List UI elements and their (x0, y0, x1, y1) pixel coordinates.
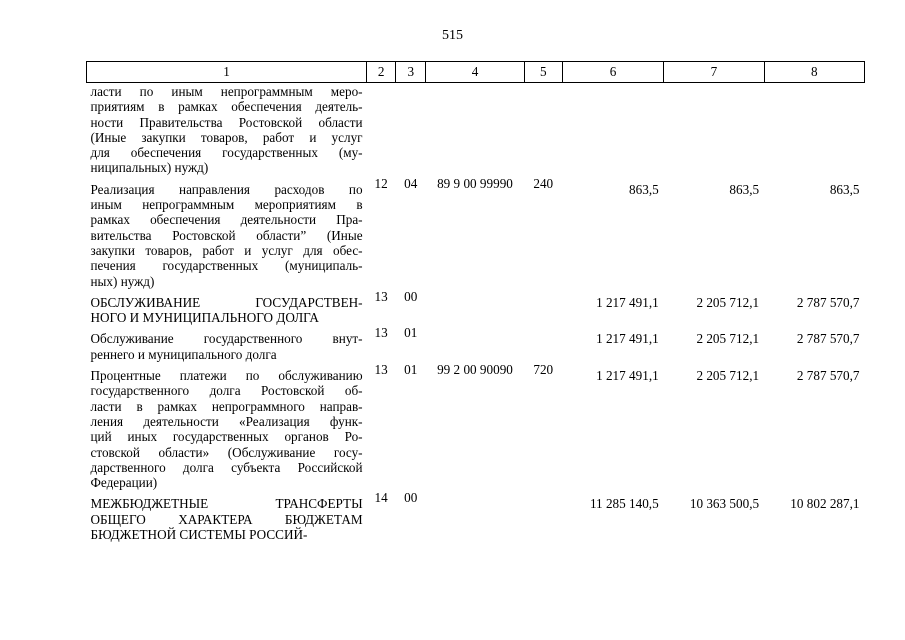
amount-col-8-cell: 863,5 (829, 181, 860, 197)
description-line: ОБЩЕГО ХАРАКТЕРА БЮДЖЕТАМ (90, 511, 363, 527)
header-col-5: 5 (524, 62, 562, 83)
description-line: ласти в рамках непрограммного направ- (90, 398, 363, 414)
description-line: стовской области» (Обслуживание госу- (90, 444, 363, 460)
description-line: Реализация направления расходов по (90, 181, 363, 197)
description-line: (Иные закупки товаров, работ и услуг (90, 129, 363, 145)
table-header (87, 62, 865, 83)
amount-col-8-cell: 2 787 570,7 (796, 294, 860, 310)
amount-col-8-cell: 2 787 570,7 (796, 331, 860, 347)
description-line: МЕЖБЮДЖЕТНЫЕ ТРАНСФЕРТЫ (90, 496, 363, 512)
description-cell (87, 362, 367, 490)
table-row (87, 176, 865, 289)
expense-type-cell: 240 (533, 175, 554, 191)
description-line: ОБСЛУЖИВАНИЕ ГОСУДАРСТВЕН- (90, 294, 363, 310)
expense-type-cell: 720 (533, 362, 554, 378)
description-line: ности Правительства Ростовской области (90, 114, 363, 130)
target-article-cell: 99 2 00 90090 (437, 362, 513, 378)
description-line: дарственного долга субъекта Российской (90, 459, 363, 475)
description-line: ления деятельности «Реализация функ- (90, 413, 363, 429)
amount-col-7-cell (664, 83, 764, 176)
section-code-cell (367, 83, 396, 176)
description-line: реннего и муниципального долга (90, 346, 277, 362)
section-code-cell: 13 (374, 362, 388, 378)
amount-col-6-cell: 11 285 140,5 (589, 496, 659, 512)
amount-col-6-cell: 863,5 (629, 181, 659, 197)
description-cell (87, 176, 367, 289)
subsection-code-cell: 01 (404, 325, 418, 341)
table-row (87, 490, 865, 542)
amount-col-8-cell: 2 787 570,7 (796, 368, 860, 384)
expense-type-cell (524, 289, 562, 326)
section-code-cell: 13 (374, 288, 388, 304)
expense-type-cell (524, 490, 562, 542)
table-row (87, 83, 865, 176)
expense-type-cell (524, 83, 562, 176)
description-cell (87, 83, 367, 176)
subsection-code-cell: 01 (404, 362, 418, 378)
section-code-cell: 14 (374, 490, 388, 506)
description-line: НОГО И МУНИЦИПАЛЬНОГО ДОЛГА (90, 310, 319, 326)
amount-col-6-cell: 1 217 491,1 (596, 331, 659, 347)
table-row (87, 325, 865, 362)
header-col-2: 2 (367, 62, 396, 83)
amount-col-7-cell: 2 205 712,1 (696, 294, 760, 310)
header-col-4: 4 (426, 62, 524, 83)
budget-table (86, 61, 865, 542)
amount-col-8-cell (764, 83, 864, 176)
subsection-code-cell (396, 83, 426, 176)
description-line: Федерации) (90, 475, 158, 491)
page-number: 515 (442, 28, 463, 43)
subsection-code-cell: 04 (404, 175, 418, 191)
expense-type-cell (524, 325, 562, 362)
target-article-cell (426, 289, 524, 326)
target-article-cell (426, 83, 524, 176)
amount-col-7-cell: 863,5 (729, 181, 760, 197)
subsection-code-cell: 00 (404, 288, 418, 304)
description-line: печения государственных (муниципаль- (90, 258, 363, 274)
description-line: ций иных государственных органов Ро- (90, 429, 363, 445)
table-row (87, 289, 865, 326)
subsection-code-cell: 00 (404, 490, 418, 506)
description-cell (87, 325, 367, 362)
amount-col-8-cell: 10 802 287,1 (790, 496, 860, 512)
section-code-cell: 12 (374, 175, 388, 191)
header-row (87, 62, 865, 83)
target-article-cell (426, 325, 524, 362)
description-line: приятиям в рамках обеспечения деятель- (90, 99, 363, 115)
description-line: Обслуживание государственного внут- (90, 331, 363, 347)
description-line: государственного долга Ростовской об- (90, 383, 363, 399)
description-line: Процентные платежи по обслуживанию (90, 368, 363, 384)
target-article-cell (426, 490, 524, 542)
header-col-3: 3 (396, 62, 426, 83)
description-line: ных) нужд) (90, 273, 155, 289)
amount-col-7-cell: 10 363 500,5 (689, 496, 760, 512)
description-line: БЮДЖЕТНОЙ СИСТЕМЫ РОССИЙ- (90, 527, 308, 543)
amount-col-6-cell (562, 83, 663, 176)
header-col-6: 6 (562, 62, 663, 83)
description-cell (87, 289, 367, 326)
header-col-8: 8 (764, 62, 864, 83)
header-col-1: 1 (87, 62, 367, 83)
description-line: ласти по иным непрограммным меро- (90, 84, 363, 99)
table-body (87, 83, 865, 543)
description-line: вительства Ростовской области” (Иные (90, 227, 363, 243)
amount-col-6-cell: 1 217 491,1 (596, 294, 659, 310)
amount-col-6-cell: 1 217 491,1 (596, 368, 659, 384)
amount-col-7-cell: 2 205 712,1 (696, 368, 760, 384)
description-line: для обеспечения государственных (му- (90, 145, 363, 161)
table-row (87, 362, 865, 490)
amount-col-7-cell: 2 205 712,1 (696, 331, 760, 347)
description-line: ниципальных) нужд) (90, 160, 209, 176)
header-col-7: 7 (664, 62, 764, 83)
section-code-cell: 13 (374, 325, 388, 341)
description-cell (87, 490, 367, 542)
description-line: закупки товаров, работ и услуг для обес- (90, 242, 363, 258)
description-line: иным непрограммным мероприятиям в (90, 197, 363, 213)
description-line: рамках обеспечения деятельности Пра- (90, 212, 363, 228)
target-article-cell: 89 9 00 99990 (437, 175, 513, 191)
